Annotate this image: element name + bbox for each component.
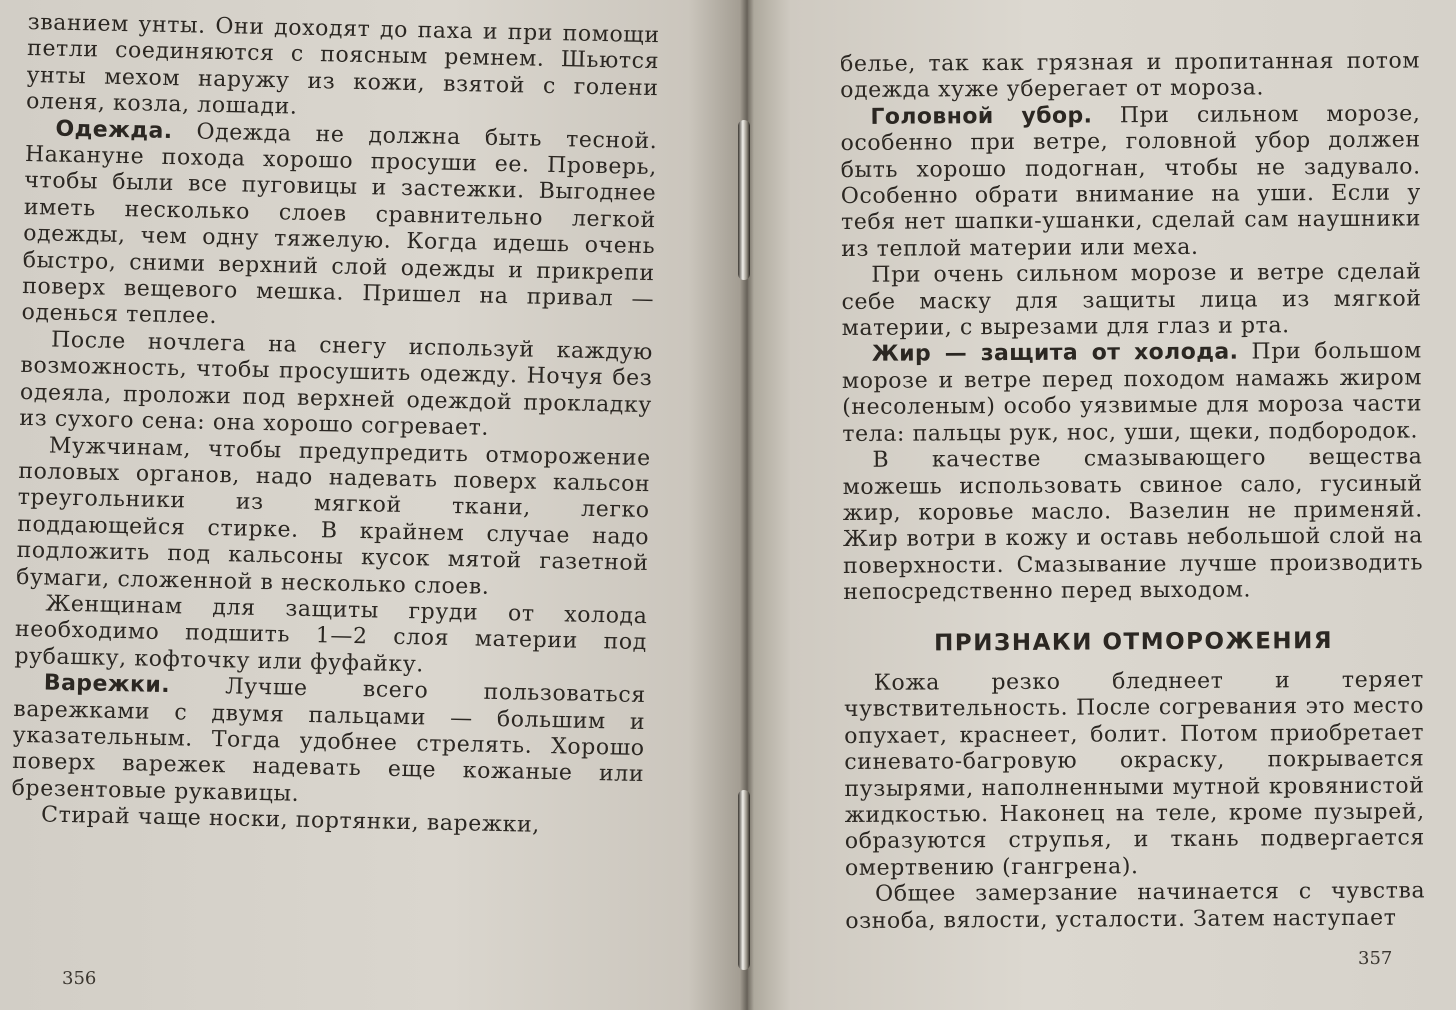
staple-bottom [738, 790, 750, 970]
lead-clothing: Одежда. [55, 116, 173, 144]
paragraph-lubricant: В качестве смазывающего вещества можешь использовать свиное сало, гусиный жир, коровье масло. Вазелин не применяй. Жир вотри в кожу и оставь небольшой слой на поверхности. Смазывание лучше производить непосредственно перед выходом. [842, 444, 1424, 606]
right-page [748, 0, 1456, 1010]
lead-headwear: Головной убор. [870, 103, 1093, 130]
page-number-left: 356 [62, 968, 97, 989]
paragraph-mittens-body: Лучше всего пользоваться варежками с двумя пальцами — большим и указательным. Тогда удобнее стрелять. Хорошо поверх варежек надевать еще кожаные или брезентовые рукавицы. [11, 673, 647, 807]
paragraph-clothing-body: Одежда не должна быть тесной. Накануне похода хорошо просуши ее. Проверь, чтобы были все пуговицы и застежки. Выгоднее иметь несколько слоев сравнительно легкой одежды, чем одну тяжелую. Когда идешь очень быстро, сними верхний слой одежды и прикрепи поверх вещевого мешка. Пришел на привал — оденься теплее. [21, 118, 658, 330]
paragraph-unty: званием унты. Они доходят до паха и при помощи петли соединяются с поясным ремнем. Шьются унты мехом наружу из кожи, взятой с голени оленя, козла, лошади. [25, 10, 660, 120]
paragraph-washing: Стирай чаще носки, портянки, варежки, [40, 802, 541, 839]
page-number-right: 357 [1358, 948, 1393, 969]
paragraph-mittens [11, 670, 646, 815]
paragraph-mask: При очень сильном морозе и ветре сделай себе маску для защиты лица из мягкой материи, с вырезами для глаз и рта. [841, 259, 1422, 342]
paragraph-clothing [21, 116, 657, 340]
paragraph-fat-body: При большом морозе и ветре перед походом намажь жиром (несоленым) особо уязвимые для мороза части тела: пальцы рук, нос, уши, щеки, подбородок. [841, 338, 1423, 447]
paragraph-drying: После ночлега на снегу используй каждую возможность, чтобы просушить одежду. Ночуя без одеяла, проложи под верхней одеждой прокладку из сухого сена: она хорошо согревает. [19, 327, 654, 441]
right-page-text [840, 48, 1425, 935]
staple-top [738, 120, 750, 280]
paragraph-fat [842, 339, 1423, 448]
paragraph-symptoms: Кожа резко бледнеет и теряет чувствительность. После согревания это место опухает, краснеет, болит. Потом приобретает синевато-багровую окраску, покрывается пузырями, наполненными мутной кровянистой жидкостью. Наконец на теле, кроме пузырей, образуются струпья, и ткань подвергается омертвению (гангрена). [843, 667, 1425, 881]
lead-fat: Жир — защита от холода. [871, 340, 1239, 368]
paragraph-general-freezing: Общее замерзание начинается с чувства озноба, вялости, усталости. Затем наступает [845, 878, 1426, 934]
lead-mittens: Варежки. [43, 670, 171, 699]
paragraph-underwear: белье, так как грязная и пропитанная потом одежда хуже уберегает от мороза. [840, 48, 1421, 104]
paragraph-headwear-body: При сильном морозе, особенно при ветре, головной убор должен быть хорошо подогнан, чтобы не задувало. Особенно обрати внимание на уши. Если у тебя нет шапки-ушанки, сделай сам наушники из теплой материи или меха. [840, 101, 1422, 262]
paragraph-headwear [840, 101, 1421, 263]
paragraph-men: Мужчинам, чтобы предупредить отморожение половых органов, надо надевать поверх кальсон треугольники из мягкой ткани, легко поддающейся стирке. В крайнем случае надо подложить под кальсоны кусок мятой газетной бумаги, сложенной в несколько слоев. [15, 433, 652, 600]
paragraph-women: Женщинам для защиты груди от холода необходимо подшить 1—2 слоя материи под рубашку, кофточку или фуфайку. [14, 591, 648, 678]
left-page-text [11, 10, 660, 842]
section-heading: ПРИЗНАКИ ОТМОРОЖЕНИЯ [934, 627, 1334, 656]
